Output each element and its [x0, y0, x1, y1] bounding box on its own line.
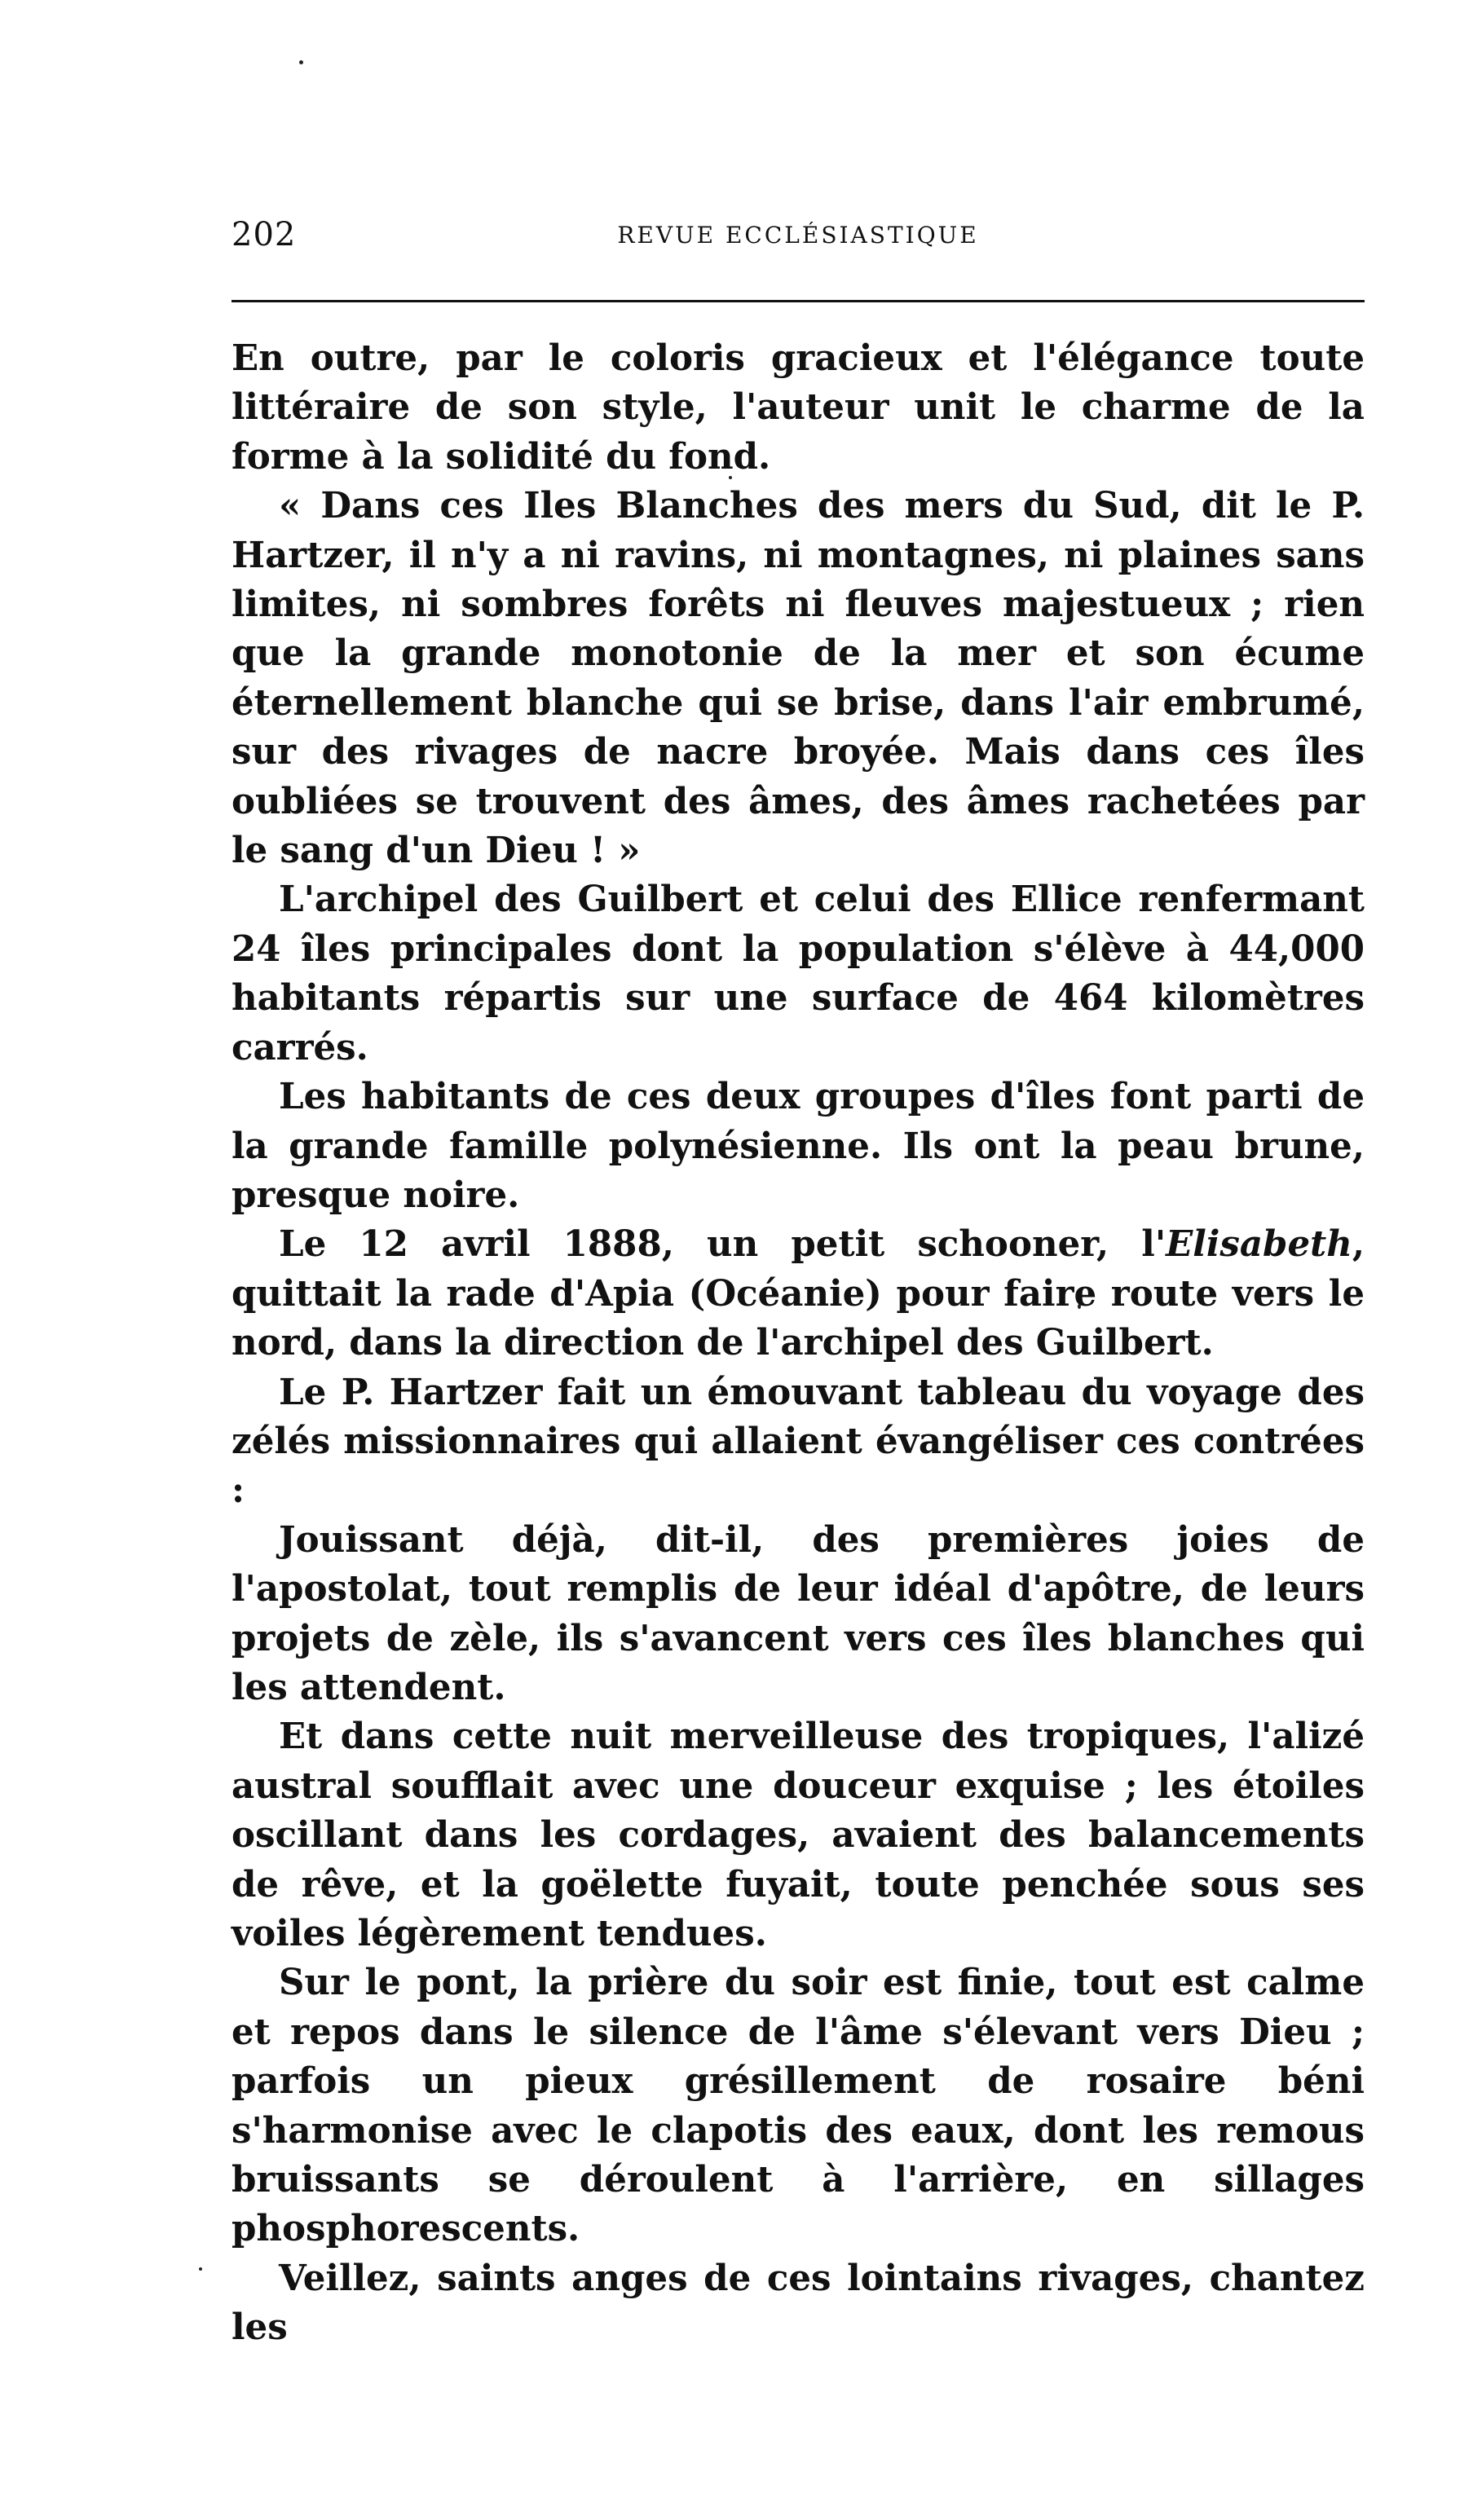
paragraph: Et dans cette nuit merveilleuse des tropiques, l'alizé austral soufflait avec une douceur exquise ; les étoiles oscillant dans les cordages, avaient des balancements de rêve, et la goëlette fuyait, toute penchée sous ses voiles légèrement tendues.: [232, 1716, 1365, 1954]
page-number: 202: [232, 216, 297, 253]
page-header: [232, 210, 1365, 259]
ink-speck: [299, 60, 303, 64]
paragraph: Le P. Hartzer fait un émouvant tableau du voyage des zélés missionnaires qui allaient évangéliser ces contrées :: [232, 1371, 1365, 1512]
paragraph-text: , quittait la rade d'Apia (Océanie) pour faire route vers le nord, dans la direction de l'archipel des Guilbert.: [232, 1223, 1365, 1364]
paragraph: Sur le pont, la prière du soir est finie, tout est calme et repos dans le silence de l'âme s'élevant vers Dieu ; parfois un pieux grésillement de rosaire béni s'harmonise avec le clapotis des eaux, dont les remous bruissants se déroulent à l'arrière, en sillages phosphorescents.: [232, 1962, 1365, 2250]
paragraph: Les habitants de ces deux groupes d'îles font parti de la grande famille polynésienne. Ils ont la peau brune, presque noire.: [232, 1076, 1365, 1216]
paragraph: [232, 1220, 1365, 1368]
running-title: REVUE ECCLÉSIASTIQUE: [617, 222, 979, 249]
paragraph: Veillez, saints anges de ces lointains rivages, chantez les: [232, 2257, 1365, 2349]
header-rule: [232, 300, 1365, 302]
paragraph: En outre, par le coloris gracieux et l'élégance toute littéraire de son style, l'auteur unit le charme de la forme à la solidité du fond.: [232, 337, 1365, 478]
paragraph-text: Le 12 avril 1888, un petit schooner, l': [279, 1223, 1166, 1266]
paragraph: L'archipel des Guilbert et celui des Ellice renfermant 24 îles principales dont la population s'élève à 44,000 habitants répartis sur une surface de 464 kilomètres carrés.: [232, 879, 1365, 1068]
ink-speck: [199, 2267, 202, 2271]
body-text: [232, 334, 1365, 2353]
paragraph: « Dans ces Iles Blanches des mers du Sud, dit le P. Hartzer, il n'y a ni ravins, ni montagnes, ni plaines sans limites, ni sombres forêts ni fleuves majestueux ; rien que la grande monotonie de la mer et son écume éternellement blanche qui se brise, dans l'air embrumé, sur des rivages de nacre broyée. Mais dans ces îles oubliées se trouvent des âmes, des âmes rachetées par le sang d'un Dieu ! »: [232, 485, 1365, 872]
paragraph: Jouissant déjà, dit-il, des premières joies de l'apostolat, tout remplis de leur idéal d'apôtre, de leurs projets de zèle, ils s'avancent vers ces îles blanches qui les attendent.: [232, 1518, 1365, 1708]
ship-name: Elisabeth: [1166, 1223, 1352, 1266]
